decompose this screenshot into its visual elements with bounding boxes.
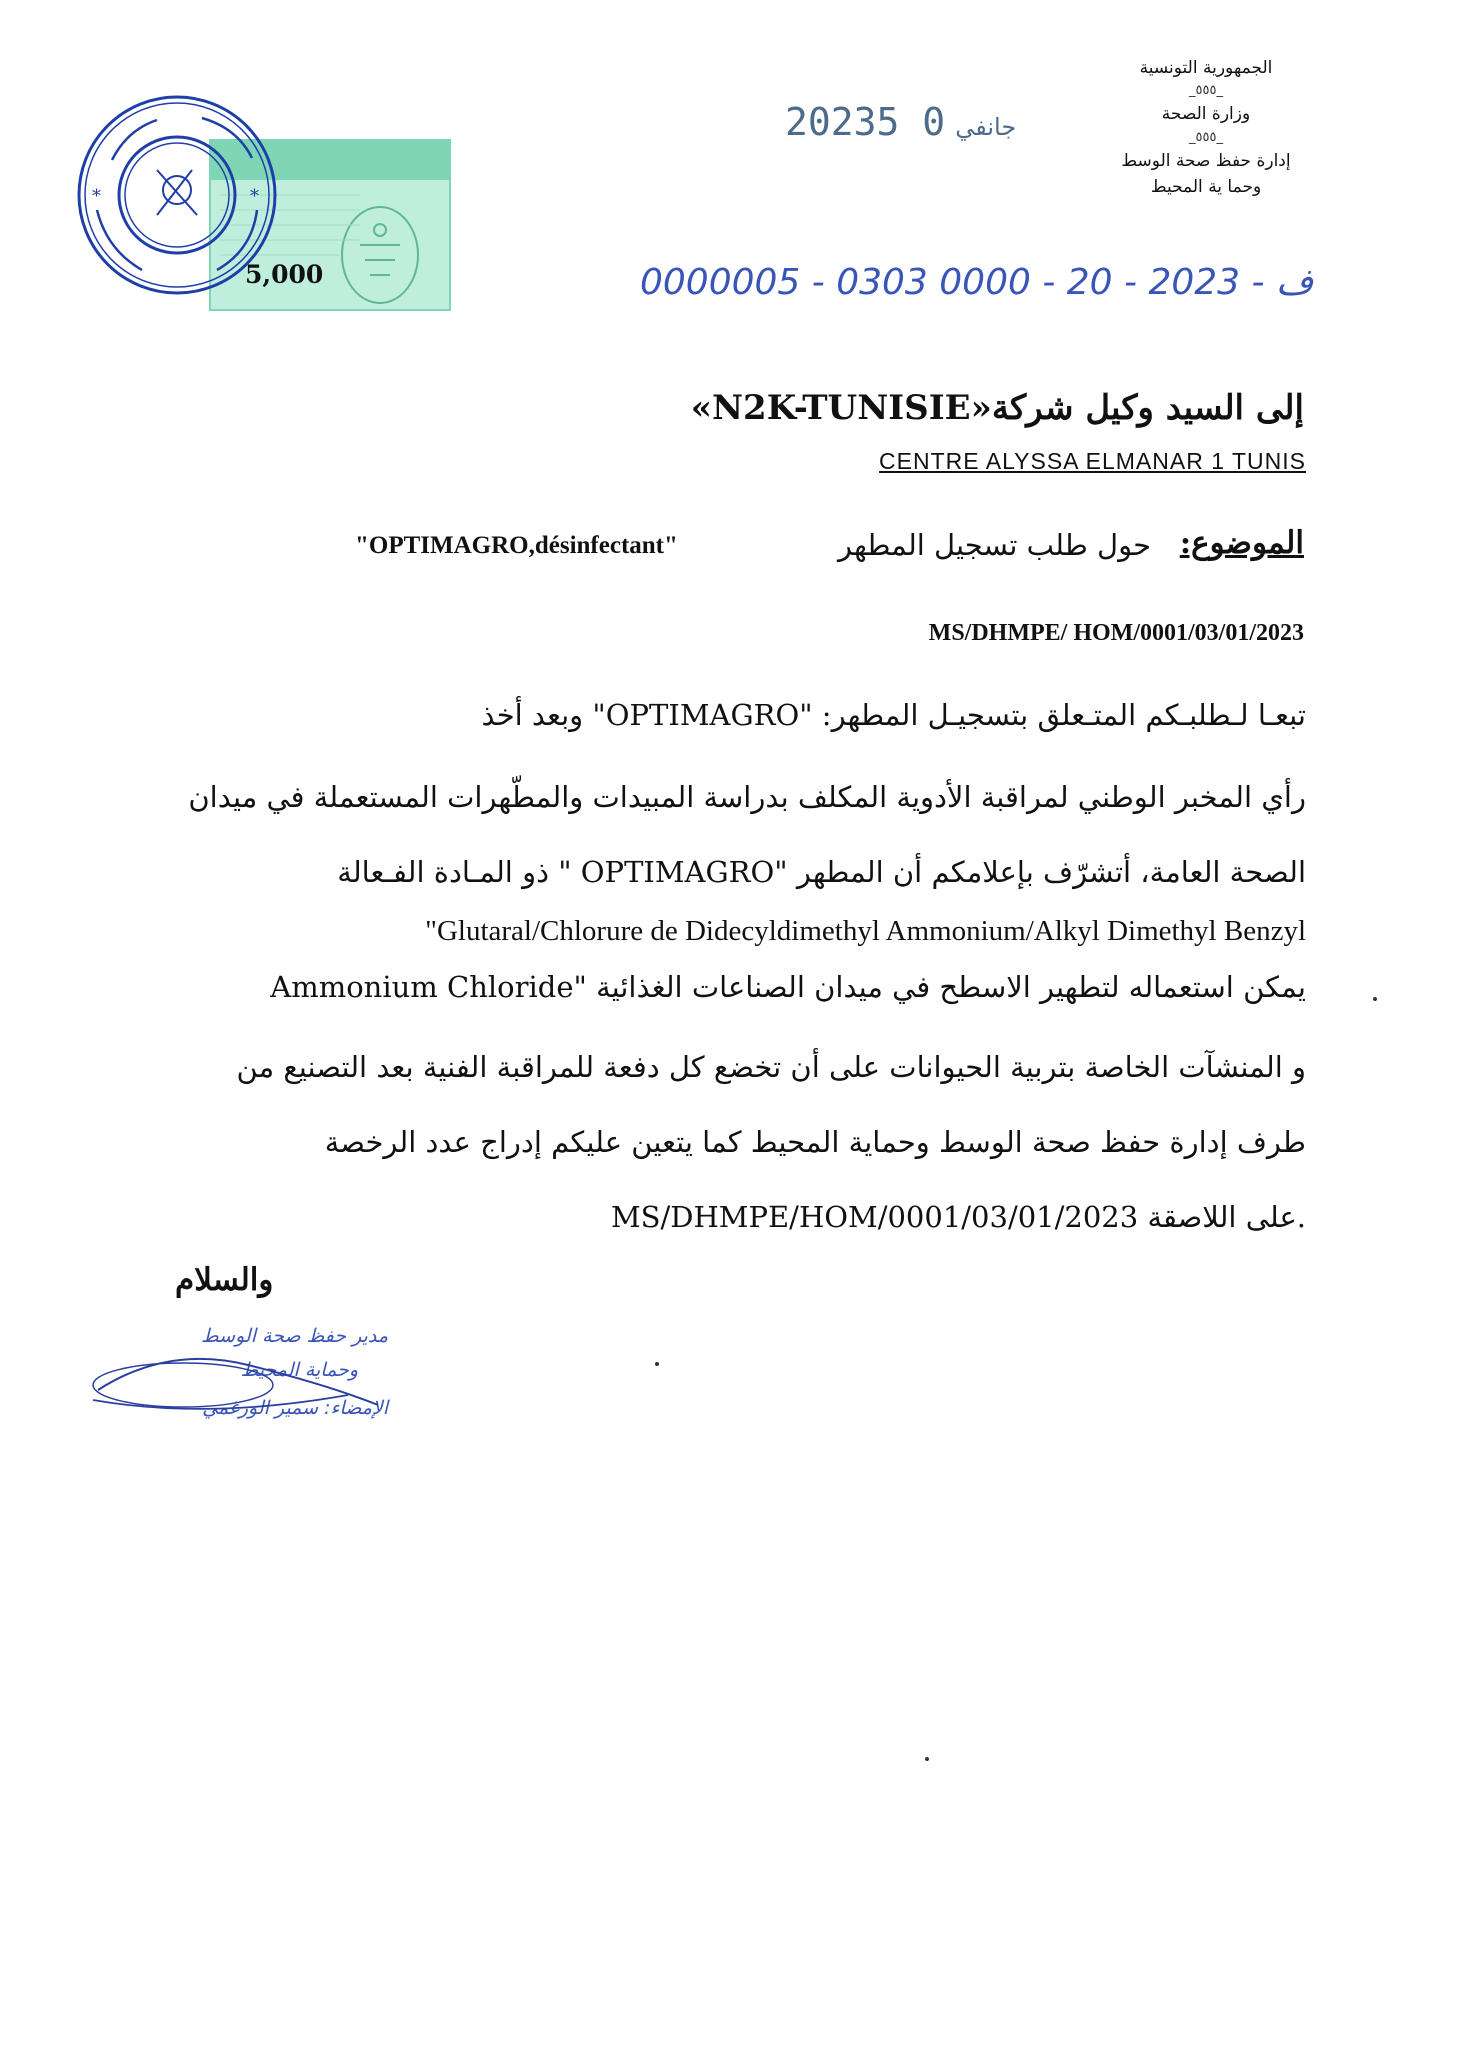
ministry-name: وزارة الصحة [1161,104,1251,125]
body-line: MS/DHMPE/HOM/0001/03/01/2023 على اللاصقة. [610,1200,1306,1234]
body-line: طرف إدارة حفظ صحة الوسط وحماية المحيط كما يتعين عليكم إدراج عدد الرخصة [324,1125,1306,1159]
date-month: جانفي [955,113,1017,141]
date-day: 0 5 [876,100,946,144]
reference-number: MS/DHMPE/ HOM/0001/03/01/2023 [928,620,1304,646]
body-line: رأي المخبر الوطني لمراقبة الأدوية المكلف بدراسة المبيدات والمطّهرات المستعملة في ميدان [188,780,1306,814]
speck [1373,997,1377,1001]
fiscal-stamp-value: 5,000 [245,260,324,289]
header-separator: _٥٥٥_ [1189,129,1223,145]
subject-product: "OPTIMAGRO,désinfectant" [355,532,678,559]
addressee-address: CENTRE ALYSSA ELMANAR 1 TUNIS [879,448,1306,474]
body-line: الصحة العامة، أتشرّف بإعلامكم أن المطهر "OPTIMAGRO " ذو المـادة الفـعالة [337,855,1306,889]
signature-line-1: مدير حفظ صحة الوسط [201,1325,388,1347]
date-year: 2023 [785,100,877,144]
date-stamp [785,100,1026,144]
body-line: Ammonium Chloride" يمكن استعماله لتطهير الاسطح في ميدان الصناعات الغذائية [270,970,1306,1004]
speck [655,1362,659,1366]
closing-salutation: والسلام [175,1262,274,1298]
subject-text: حول طلب تسجيل المطهر [838,528,1151,562]
svg-text:*: * [250,186,259,207]
subject-label: الموضوع: [1179,525,1304,561]
signature-line-2: وحماية المحيط [240,1359,358,1381]
header-separator: _٥٥٥_ [1189,83,1223,99]
department-line-1: إدارة حفظ صحة الوسط [1121,150,1291,171]
body-line: "Glutaral/Chlorure de Didecyldimethyl Ammonium/Alkyl Dimethyl Benzyl [425,915,1306,947]
body-line: تبعـا لـطلبـكم المتـعلق بتسجيـل المطهر: "OPTIMAGRO" وبعد أخذ [481,698,1306,732]
letterhead [1076,55,1336,201]
signature-stamp [88,1325,388,1445]
addressee-line: إلى السيد وكيل شركة«N2K-TUNISIE» [690,388,1304,428]
country-name: الجمهورية التونسية [1139,58,1273,78]
speck [925,1757,929,1761]
handwritten-reference: 0000005 - 0303 0000 - 20 - 2023 - ف [640,262,1314,303]
handwritten-signature [88,1325,388,1445]
svg-text:*: * [92,186,101,207]
signature-line-3: الإمضاء: سمير الورغمي [202,1397,388,1419]
body-line: و المنشآت الخاصة بتربية الحيوانات على أن تخضع كل دفعة للمراقبة الفنية بعد التصنيع من [236,1050,1306,1084]
department-line-2: وحما ية المحيط [1150,177,1262,198]
official-seal [72,90,282,300]
